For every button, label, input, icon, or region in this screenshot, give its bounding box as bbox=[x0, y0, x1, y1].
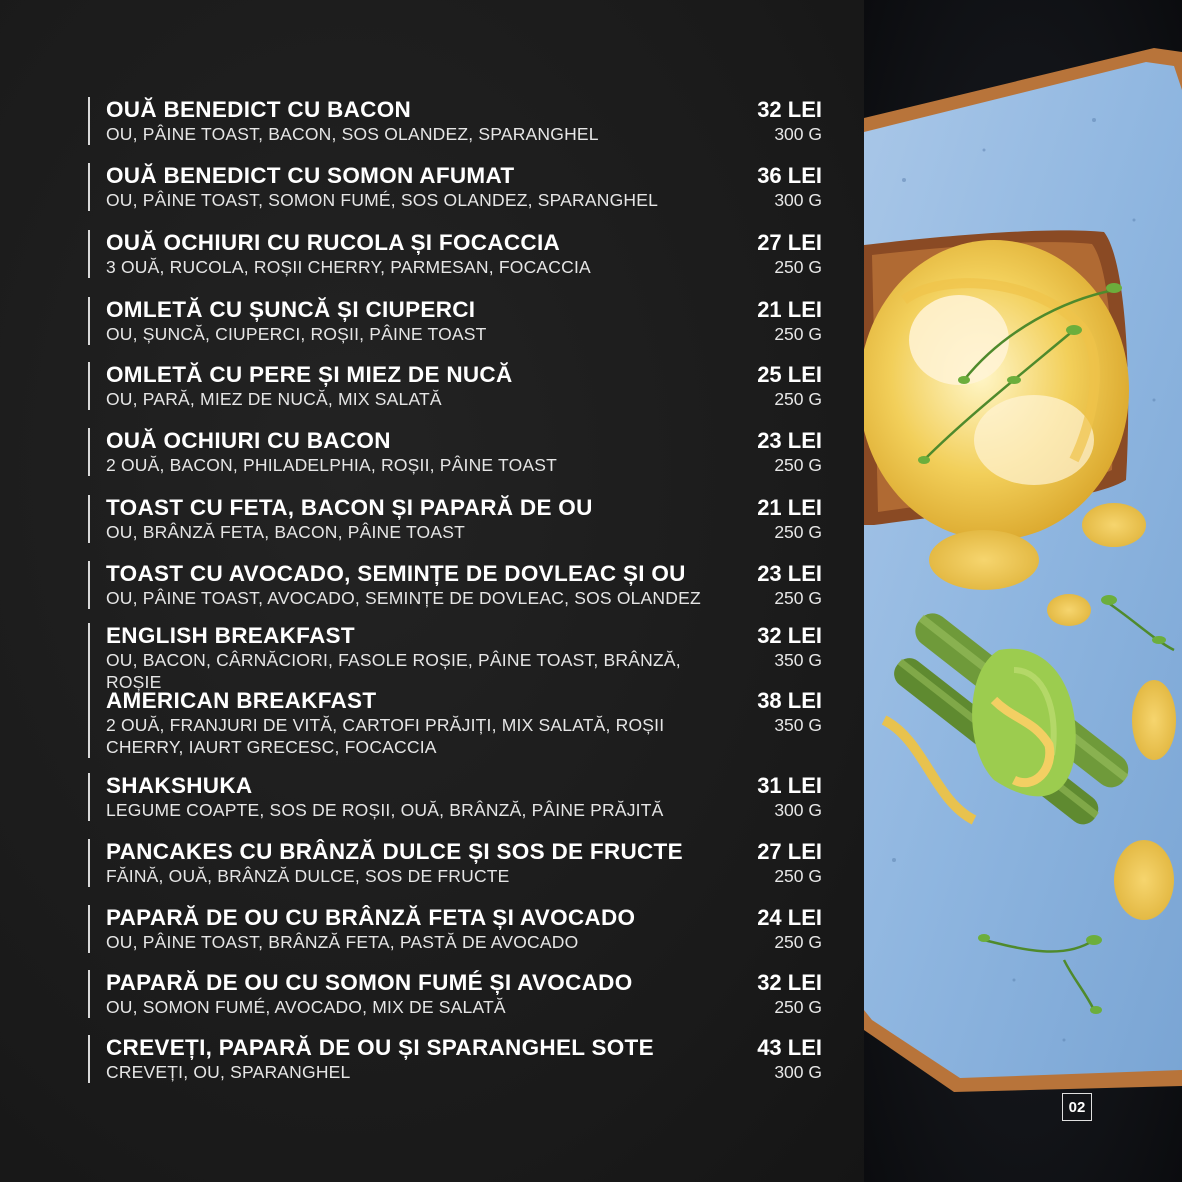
menu-item-price: 21 LEI bbox=[757, 495, 822, 520]
menu-item bbox=[88, 1035, 822, 1083]
menu-item-description: OU, SOMON FUMÉ, AVOCADO, MIX DE SALATĂ bbox=[106, 997, 506, 1017]
menu-item-weight: 250 G bbox=[774, 588, 822, 608]
menu-item bbox=[88, 905, 822, 953]
menu-item-name: OUĂ BENEDICT CU BACON bbox=[106, 97, 412, 122]
menu-item-price: 43 LEI bbox=[757, 1035, 822, 1060]
menu-item-weight: 300 G bbox=[774, 124, 822, 144]
menu-item-price: 32 LEI bbox=[757, 970, 822, 995]
eggs-benedict-illustration bbox=[864, 0, 1182, 1182]
menu-item bbox=[88, 362, 822, 410]
menu-item-description: FĂINĂ, OUĂ, BRÂNZĂ DULCE, SOS DE FRUCTE bbox=[106, 866, 510, 886]
menu-item-name: OUĂ OCHIURI CU RUCOLA ȘI FOCACCIA bbox=[106, 230, 561, 255]
menu-item-weight: 300 G bbox=[774, 800, 822, 820]
menu-item-name: SHAKSHUKA bbox=[106, 773, 253, 798]
menu-item-description: OU, BRÂNZĂ FETA, BACON, PÂINE TOAST bbox=[106, 522, 466, 542]
menu-item-price: 27 LEI bbox=[757, 230, 822, 255]
menu-item bbox=[88, 97, 822, 145]
menu-item-price: 32 LEI bbox=[757, 97, 822, 122]
menu-item-price: 27 LEI bbox=[757, 839, 822, 864]
menu-item-weight: 250 G bbox=[774, 866, 822, 886]
menu-item-description: 2 OUĂ, BACON, PHILADELPHIA, ROȘII, PÂINE TOAST bbox=[106, 455, 558, 475]
menu-item-name: OMLETĂ CU ȘUNCĂ ȘI CIUPERCI bbox=[106, 297, 476, 322]
menu-item-description: OU, PÂINE TOAST, BACON, SOS OLANDEZ, SPARANGHEL bbox=[106, 124, 599, 144]
menu-item-price: 23 LEI bbox=[757, 561, 822, 586]
menu-item-weight: 250 G bbox=[774, 389, 822, 409]
menu-item-price: 21 LEI bbox=[757, 297, 822, 322]
menu-item-price: 36 LEI bbox=[757, 163, 822, 188]
menu-item bbox=[88, 623, 822, 693]
menu-item-description: 3 OUĂ, RUCOLA, ROȘII CHERRY, PARMESAN, FOCACCIA bbox=[106, 257, 591, 277]
menu-item-price: 31 LEI bbox=[757, 773, 822, 798]
menu-item-weight: 350 G bbox=[774, 650, 822, 670]
menu-item-weight: 300 G bbox=[774, 190, 822, 210]
menu-item-name: PAPARĂ DE OU CU BRÂNZĂ FETA ȘI AVOCADO bbox=[106, 905, 636, 930]
menu-item-description: OU, PÂINE TOAST, BRÂNZĂ FETA, PASTĂ DE AVOCADO bbox=[106, 932, 579, 952]
menu-item-name: TOAST CU FETA, BACON ȘI PAPARĂ DE OU bbox=[106, 495, 593, 520]
menu-item bbox=[88, 561, 822, 609]
menu-item-description: 2 OUĂ, FRANJURI DE VITĂ, CARTOFI PRĂJIȚI, MIX SALATĂ, ROȘII CHERRY, IAURT GRECESC, FOCACCIA bbox=[106, 715, 665, 757]
menu-item-description: CREVEȚI, OU, SPARANGHEL bbox=[106, 1062, 351, 1082]
food-photo bbox=[864, 0, 1182, 1182]
menu-item-description: OU, PARĂ, MIEZ DE NUCĂ, MIX SALATĂ bbox=[106, 389, 442, 409]
menu-item bbox=[88, 688, 822, 758]
menu-item-name: OUĂ BENEDICT CU SOMON AFUMAT bbox=[106, 163, 515, 188]
menu-item-name: OUĂ OCHIURI CU BACON bbox=[106, 428, 391, 453]
menu-item-price: 23 LEI bbox=[757, 428, 822, 453]
menu-item bbox=[88, 297, 822, 345]
menu-item-name: ENGLISH BREAKFAST bbox=[106, 623, 355, 648]
menu-item-weight: 250 G bbox=[774, 997, 822, 1017]
menu-item-name: PAPARĂ DE OU CU SOMON FUMÉ ȘI AVOCADO bbox=[106, 970, 633, 995]
menu-item-weight: 250 G bbox=[774, 932, 822, 952]
menu-item bbox=[88, 773, 822, 821]
menu-item-price: 38 LEI bbox=[757, 688, 822, 713]
menu-item bbox=[88, 970, 822, 1018]
menu-item-description: OU, PÂINE TOAST, AVOCADO, SEMINȚE DE DOVLEAC, SOS OLANDEZ bbox=[106, 588, 701, 608]
menu-item bbox=[88, 230, 822, 278]
menu-item-description: OU, ȘUNCĂ, CIUPERCI, ROȘII, PÂINE TOAST bbox=[106, 324, 487, 344]
menu-item-price: 24 LEI bbox=[757, 905, 822, 930]
menu-item bbox=[88, 163, 822, 211]
menu-item-name: CREVEȚI, PAPARĂ DE OU ȘI SPARANGHEL SOTE bbox=[106, 1035, 654, 1060]
menu-item-weight: 300 G bbox=[774, 1062, 822, 1082]
menu-item-name: AMERICAN BREAKFAST bbox=[106, 688, 377, 713]
menu-item-name: PANCAKES CU BRÂNZĂ DULCE ȘI SOS DE FRUCTE bbox=[106, 839, 683, 864]
menu-item-description: OU, BACON, CÂRNĂCIORI, FASOLE ROȘIE, PÂINE TOAST, BRÂNZĂ, ROȘIE bbox=[106, 650, 681, 692]
menu-item-weight: 350 G bbox=[774, 715, 822, 735]
menu-item-weight: 250 G bbox=[774, 324, 822, 344]
page-number: 02 bbox=[1062, 1093, 1092, 1121]
menu-item-weight: 250 G bbox=[774, 522, 822, 542]
menu-item-price: 32 LEI bbox=[757, 623, 822, 648]
menu-item-description: OU, PÂINE TOAST, SOMON FUMÉ, SOS OLANDEZ, SPARANGHEL bbox=[106, 190, 659, 210]
menu-item bbox=[88, 839, 822, 887]
menu-item-price: 25 LEI bbox=[757, 362, 822, 387]
menu-item-name: TOAST CU AVOCADO, SEMINȚE DE DOVLEAC ȘI OU bbox=[106, 561, 686, 586]
menu-item-name: OMLETĂ CU PERE ȘI MIEZ DE NUCĂ bbox=[106, 362, 513, 387]
menu-item-weight: 250 G bbox=[774, 257, 822, 277]
menu-item bbox=[88, 495, 822, 543]
menu-item bbox=[88, 428, 822, 476]
menu-item-weight: 250 G bbox=[774, 455, 822, 475]
menu-item-description: LEGUME COAPTE, SOS DE ROȘII, OUĂ, BRÂNZĂ, PÂINE PRĂJITĂ bbox=[106, 800, 664, 820]
